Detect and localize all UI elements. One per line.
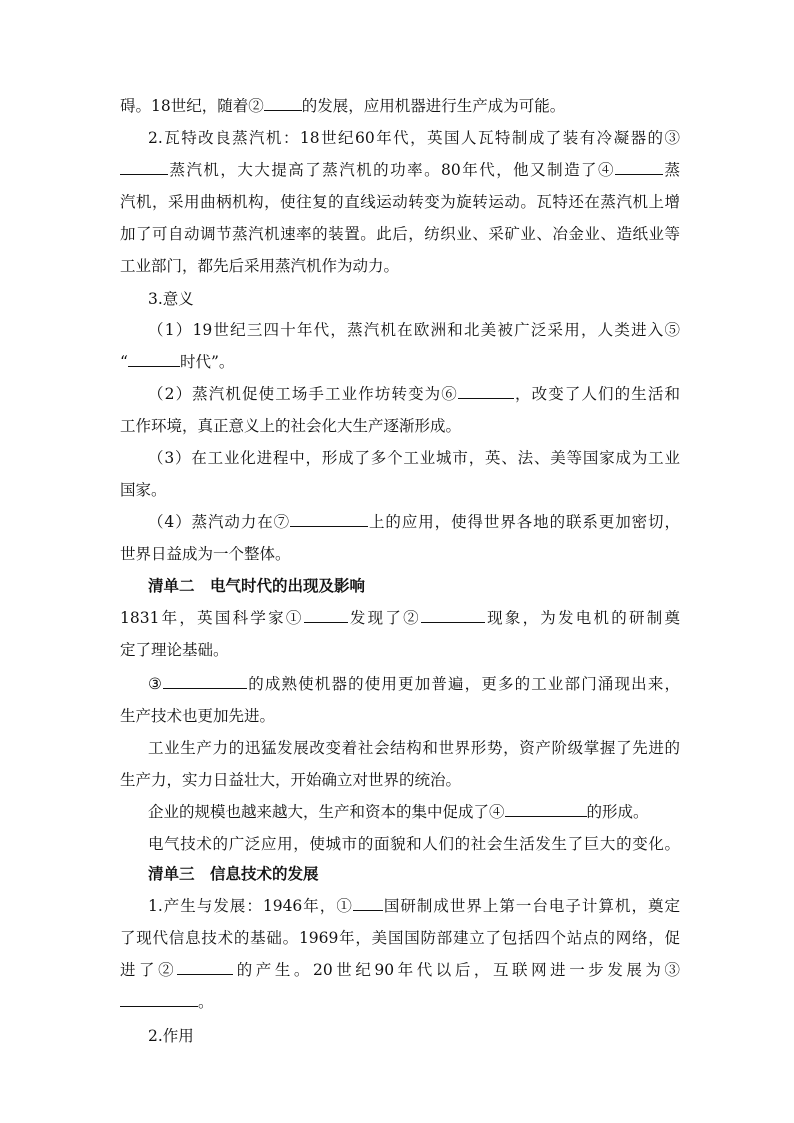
text-line	[120, 352, 680, 372]
fill-blank[interactable]	[304, 608, 348, 623]
text-segment: 现象，为发电机的研制奠	[484, 609, 680, 627]
text-line	[120, 960, 680, 980]
fill-blank[interactable]	[458, 384, 514, 399]
text-segment: 电气技术的广泛应用，使城市的面貌和人们的社会生活发生了巨大的变化。	[148, 835, 680, 853]
text-line	[148, 128, 680, 148]
text-line	[120, 544, 680, 564]
text-segment: 的产生。20世纪90年代以后，互联网进一步发展为③	[233, 961, 680, 979]
fill-blank[interactable]	[615, 160, 663, 175]
text-line	[148, 834, 680, 854]
text-line	[120, 480, 680, 500]
text-segment: 上的应用，使得世界各地的联系更加密切，	[368, 513, 680, 531]
fill-blank[interactable]	[120, 160, 168, 175]
text-segment: 国研制成世界上第一台电子计算机，奠定	[382, 897, 680, 915]
text-line	[148, 896, 680, 916]
text-segment: 汽机，采用曲柄机构，使往复的直线运动转变为旋转运动。瓦特还在蒸汽机上增	[120, 193, 680, 211]
text-line	[120, 706, 680, 726]
text-line	[120, 160, 680, 180]
text-line	[120, 96, 680, 116]
text-line	[148, 738, 680, 758]
fill-blank[interactable]	[120, 992, 198, 1007]
text-segment: 的形成。	[586, 803, 649, 821]
fill-blank[interactable]	[163, 674, 247, 689]
text-line	[148, 448, 680, 468]
fill-blank[interactable]	[353, 896, 383, 911]
text-segment: 工作环境，真正意义上的社会化大生产逐渐形成。	[120, 417, 462, 435]
text-segment: 企业的规模也越来越大，生产和资本的集中促成了④	[148, 803, 505, 821]
text-segment: 生产技术也更加先进。	[120, 707, 276, 725]
section-heading	[148, 289, 680, 309]
text-segment: 清单二 电气时代的出现及影响	[148, 576, 366, 595]
text-segment: 碍。18世纪，随着②	[120, 97, 264, 115]
text-segment: 1.产生与发展：1946年，①	[148, 897, 353, 915]
text-segment: （2）蒸汽机促使工场手工业作坊转变为⑥	[148, 385, 458, 403]
text-line	[148, 802, 680, 822]
text-line	[120, 770, 680, 790]
text-segment: ，改变了人们的生活和	[513, 385, 680, 403]
text-line	[148, 320, 680, 340]
text-segment: （4）蒸汽动力在⑦	[148, 513, 291, 531]
text-segment: 定了理论基础。	[120, 641, 229, 659]
text-segment: 工业部门，都先后采用蒸汽机作为动力。	[120, 257, 400, 275]
text-segment: 发现了②	[347, 609, 421, 627]
text-segment: 世界日益成为一个整体。	[120, 545, 291, 563]
fill-blank[interactable]	[264, 96, 302, 111]
section-heading	[148, 864, 680, 884]
text-line	[120, 256, 680, 276]
text-line	[120, 224, 680, 244]
fill-blank[interactable]	[421, 608, 485, 623]
text-segment: 生产力，实力日益壮大，开始确立对世界的统治。	[120, 771, 462, 789]
text-line	[148, 512, 680, 532]
text-line	[120, 928, 680, 948]
text-segment: 。	[198, 993, 214, 1011]
text-segment: 加了可自动调节蒸汽机速率的装置。此后，纺织业、采矿业、冶金业、造纸业等	[120, 225, 680, 243]
text-segment: 清单三 信息技术的发展	[148, 864, 319, 883]
text-segment: （3）在工业化进程中，形成了多个工业城市，英、法、美等国家成为工业	[148, 449, 680, 467]
text-segment: 了现代信息技术的基础。1969年，美国国防部建立了包括四个站点的网络，促	[120, 929, 680, 947]
fill-blank[interactable]	[505, 802, 587, 817]
fill-blank[interactable]	[177, 960, 233, 975]
text-segment: 的发展，应用机器进行生产成为可能。	[301, 97, 566, 115]
text-segment: 3.意义	[148, 290, 194, 308]
text-line	[120, 640, 680, 660]
text-segment: 国家。	[120, 481, 167, 499]
text-segment: 蒸	[663, 161, 680, 179]
text-segment: “	[120, 353, 128, 371]
text-segment: 1831年，英国科学家①	[120, 609, 304, 627]
text-segment: 的成熟使机器的使用更加普遍，更多的工业部门涌现出来，	[247, 675, 680, 693]
text-segment: （1）19世纪三四十年代，蒸汽机在欧洲和北美被广泛采用，人类进入⑤	[148, 321, 680, 339]
text-line	[120, 608, 680, 628]
section-heading	[148, 576, 680, 596]
text-segment: 2.瓦特改良蒸汽机：18世纪60年代，英国人瓦特制成了装有冷凝器的③	[148, 129, 680, 147]
fill-blank[interactable]	[128, 352, 180, 367]
text-line	[148, 674, 680, 694]
text-segment: 进了②	[120, 961, 178, 979]
text-segment: 蒸汽机，大大提高了蒸汽机的功率。80年代，他又制造了④	[168, 161, 616, 179]
text-line	[120, 416, 680, 436]
text-segment: 时代”。	[179, 353, 235, 371]
text-segment: 2.作用	[148, 1027, 194, 1045]
text-line	[148, 384, 680, 404]
section-heading	[148, 1026, 680, 1046]
text-segment: 工业生产力的迅猛发展改变着社会结构和世界形势，资产阶级掌握了先进的	[148, 739, 680, 757]
text-line	[120, 192, 680, 212]
fill-blank[interactable]	[290, 512, 368, 527]
text-line	[120, 992, 680, 1012]
text-segment: ③	[148, 675, 164, 693]
